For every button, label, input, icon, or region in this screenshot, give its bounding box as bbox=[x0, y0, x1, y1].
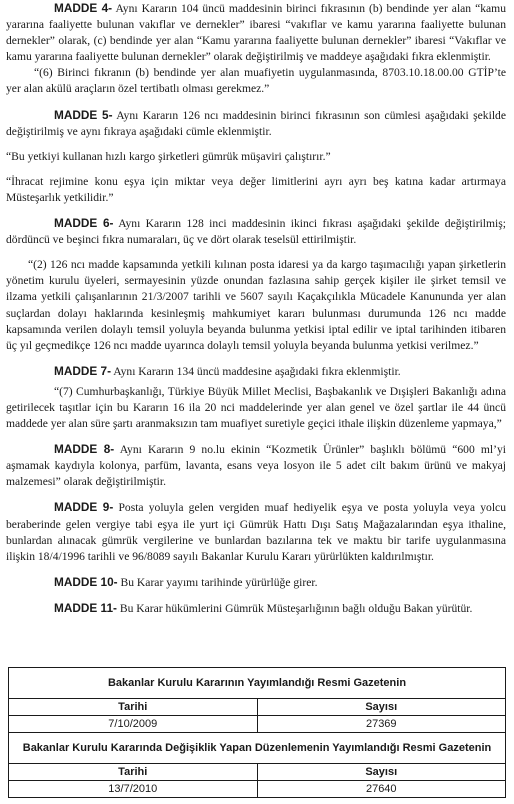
table-caption: Bakanlar Kurulu Kararının Yayımlandığı Resmi Gazetenin bbox=[9, 668, 506, 699]
article-5 bbox=[6, 107, 506, 140]
article-text: Posta yoluyla gelen vergiden muaf hediyelik eşya ve posta yoluyla veya yolcu beraberinde gelen vergiye tabi eşya ile yurt içi Gümrük Hattı Dışı Satış Mağazalarından eşya ithaline, bunlardan alınacak gümrük vergilerine ve bunlardan bazılarına tek ve maktu bir tarife uygulanmasına ilişkin 18/4/1996 tarihli ve 96/8089 sayılı Bakanlar Kurulu Kararı yürürlükten kaldırılmıştır. bbox=[6, 501, 506, 563]
article-heading: MADDE 7- bbox=[54, 363, 112, 378]
article-heading: MADDE 8- bbox=[54, 442, 115, 457]
article-heading: MADDE 4- bbox=[54, 1, 113, 15]
article-heading: MADDE 10- bbox=[54, 574, 118, 589]
article-9 bbox=[6, 499, 506, 564]
article-text: Aynı Kararın 104 üncü maddesinin birinci fıkrasının (b) bendinde yer alan “kamu yararına faaliyette bulunan vakıflar ve dernekler” ibaresi “vakıflar ve kamu yararına faaliyette bulunan dernekler” olarak, (c) bendinde yer alan “Kamu yararına faaliyette bulunan dernekler” ibaresi “Vakıflar ve kamu yararına faaliyette bulunan dernekler” olarak değiştirilmiş ve maddeye aşağıdaki fıkra eklenmiştir. bbox=[6, 2, 506, 64]
table-row bbox=[9, 764, 506, 781]
article-heading: MADDE 5- bbox=[54, 107, 113, 122]
article-text: Bu Karar yayımı tarihinde yürürlüğe girer. bbox=[117, 575, 318, 589]
article-text: Aynı Kararın 126 ncı maddesinin birinci fıkrasının son cümlesi aşağıdaki şekilde değiştirilmiş ve aynı fıkraya aşağıdaki cümle eklenmiştir. bbox=[6, 108, 506, 138]
table-row bbox=[9, 781, 506, 798]
table-row bbox=[9, 699, 506, 716]
table-row bbox=[9, 668, 506, 699]
article-10 bbox=[6, 574, 506, 591]
table-cell-number: 27640 bbox=[257, 781, 506, 798]
quoted-clause: “(2) 126 ncı madde kapsamında yetkili kılınan posta idaresi ya da kargo taşımacılığı yapan şirketlerin yönetim kurulu üyeleri, sermayesinin yüzde onundan fazlasına sahip gerçek kişiler ile şirket temsil ve ilzama yetkili çalışanlarının 21/3/2007 tarihli ve 5607 sayılı Kaçakçılıkla Mücadele Kanununda yer alan suçlardan dolayı haklarında kesinleşmiş mahkumiyet kararı bulunması durumunda 126 ncı madde kapsamında verilen dolaylı temsil yoluyla beyanda bulunma yetkisi iptal edilir ve iptal tarihinden itibaren üç yıl geçmedikçe 126 ncı madde uyarınca dolaylı temsil yoluyla beyanda bulunma yetkisi verilmez.” bbox=[6, 258, 506, 352]
table-cell-number: 27369 bbox=[257, 716, 506, 733]
article-6 bbox=[6, 215, 506, 248]
table-row bbox=[9, 733, 506, 764]
article-8 bbox=[6, 441, 506, 490]
article-text: Aynı Kararın 128 inci maddesinin ikinci fıkrası aşağıdaki şekilde değiştirilmiş; dördüncü ve beşinci fıkra numaraları, üç ve dört olarak teselsül ettirilmiştir. bbox=[6, 217, 506, 247]
quoted-clause: “Bu yetkiyi kullanan hızlı kargo şirketleri gümrük müşaviri çalıştırır.” bbox=[6, 149, 331, 163]
article-4 bbox=[6, 0, 506, 65]
column-header-date: Tarihi bbox=[9, 764, 258, 781]
article-11 bbox=[6, 600, 506, 617]
table-cell-date: 7/10/2009 bbox=[9, 716, 258, 733]
quoted-clause: “(7) Cumhurbaşkanlığı, Türkiye Büyük Millet Meclisi, Başbakanlık ve Dışişleri Bakanlığı adına getirilecek taşıtlar için bu Kararın 16 ila 20 nci maddelerinde yer alan genel ve özel şartlar ile 44 üncü maddede yer alan süre şartı aranmaksızın tam muafiyet suretiyle geçici ithale ilişkin düzenleme yapmaya,” bbox=[6, 384, 506, 431]
column-header-number: Sayısı bbox=[257, 699, 506, 716]
article-7 bbox=[6, 363, 506, 380]
article-text: Bu Karar hükümlerini Gümrük Müsteşarlığının bağlı olduğu Bakan yürütür. bbox=[116, 601, 473, 615]
column-header-date: Tarihi bbox=[9, 699, 258, 716]
table-cell-date: 13/7/2010 bbox=[9, 781, 258, 798]
quoted-clause: “İhracat rejimine konu eşya için miktar veya değer limitlerini ayrı ayrı beş katına kadar artırmaya Müsteşarlık yetkilidir.” bbox=[6, 174, 506, 204]
table-row bbox=[9, 716, 506, 733]
article-heading: MADDE 9- bbox=[54, 500, 114, 515]
gazette-table bbox=[8, 667, 506, 798]
article-heading: MADDE 6- bbox=[54, 216, 114, 231]
document-body bbox=[6, 0, 506, 617]
article-heading: MADDE 11- bbox=[54, 600, 117, 615]
table-caption: Bakanlar Kurulu Kararında Değişiklik Yapan Düzenlemenin Yayımlandığı Resmi Gazetenin bbox=[9, 733, 506, 764]
article-text: Aynı Kararın 134 üncü maddesine aşağıdaki fıkra eklenmiştir. bbox=[111, 364, 401, 378]
column-header-number: Sayısı bbox=[257, 764, 506, 781]
quoted-clause: “(6) Birinci fıkranın (b) bendinde yer alan muafiyetin uygulanmasında, 8703.10.18.00.00 GTİP’te yer alan akülü araçların özel tertibatlı olması gerekmez.” bbox=[6, 66, 506, 96]
article-text: Aynı Kararın 9 no.lu ekinin “Kozmetik Ürünler” başlıklı bölümü “600 ml’yi aşmamak kaydıyla kolonya, parfüm, lavanta, esans veya losyon ile 5 adet cilt bakım ürünü ve makyaj malzemesi” olarak değiştirilmiştir. bbox=[6, 443, 506, 489]
